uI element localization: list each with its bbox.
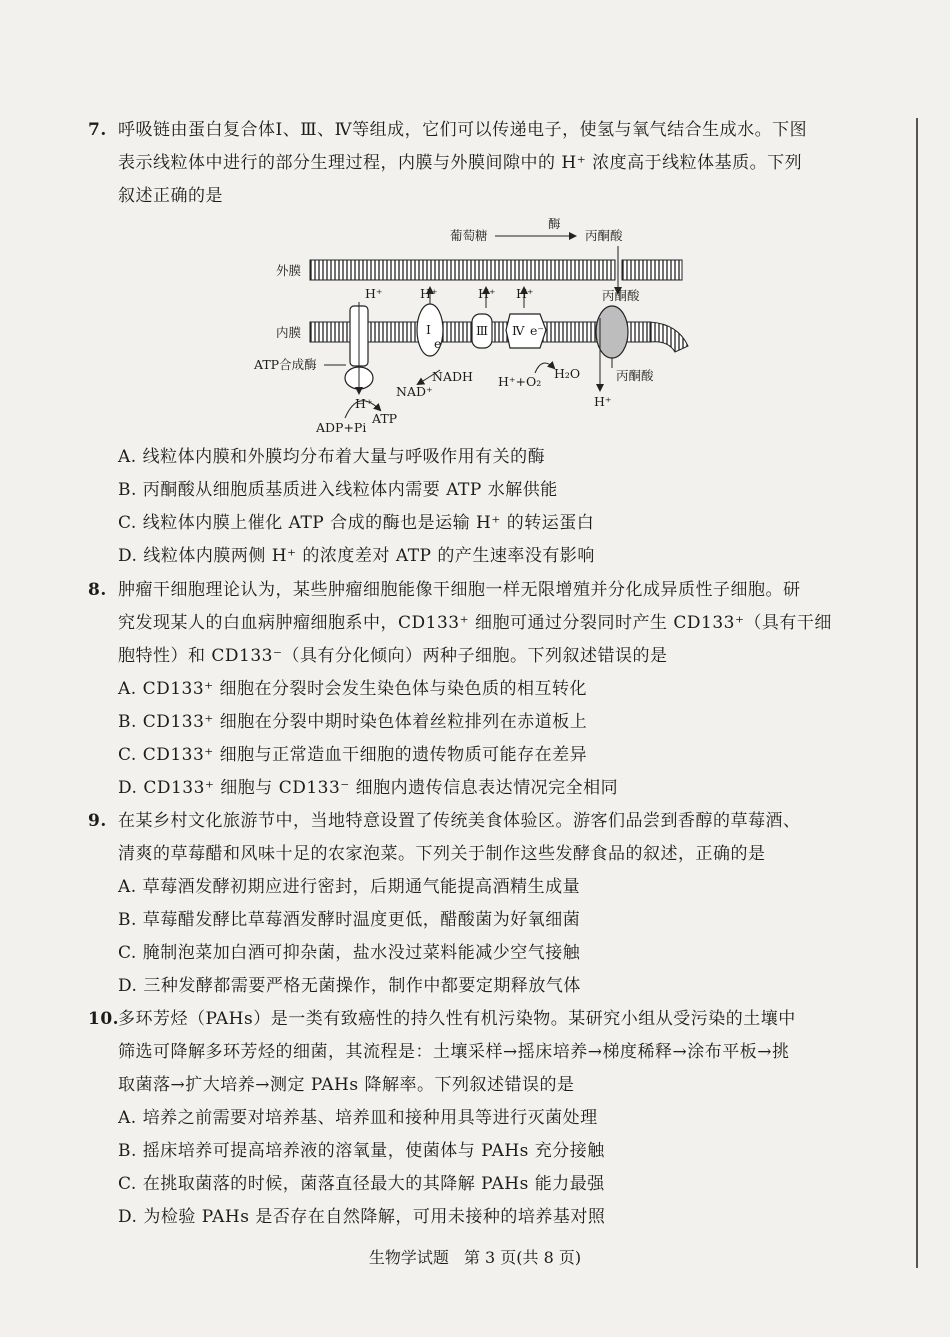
inner-membrane-fold xyxy=(650,322,688,352)
h-label-transporter: H⁺ xyxy=(594,394,612,409)
option-c[interactable]: C. 腌制泡菜加白酒可抑杂菌，盐水没过菜料能减少空气接触 xyxy=(118,943,581,963)
stem-line: 胞特性）和 CD133⁻（具有分化倾向）两种子细胞。下列叙述错误的是 xyxy=(118,646,668,666)
footer-page-number: 第 3 页(共 8 页) xyxy=(463,1248,582,1267)
footer-subject: 生物学试题 xyxy=(368,1248,449,1267)
pyruvate-transporter xyxy=(596,306,628,358)
option-c[interactable]: C. 在挑取菌落的时候，菌落直径最大的其降解 PAHs 能力最强 xyxy=(118,1174,605,1194)
outer-membrane-label: 外膜 xyxy=(276,263,302,278)
outer-membrane-right xyxy=(622,260,682,280)
stem-line: 多环芳烃（PAHs）是一类有致癌性的持久性有机污染物。某研究小组从受污染的土壤中 xyxy=(118,1009,796,1029)
question-10 xyxy=(88,1003,844,1234)
pyruvate-top-label: 丙酮酸 xyxy=(585,228,623,243)
option-a[interactable]: A. CD133⁺ 细胞在分裂时会发生染色体与染色质的相互转化 xyxy=(118,679,588,699)
question-number: 8. xyxy=(88,580,107,600)
option-a[interactable]: A. 线粒体内膜和外膜均分布着大量与呼吸作用有关的酶 xyxy=(118,447,546,467)
atp-synthase-label: ATP合成酶 xyxy=(254,357,317,372)
question-stem xyxy=(118,114,844,213)
question-7-options xyxy=(88,441,844,573)
pyruvate-bottom-label: 丙酮酸 xyxy=(616,368,654,383)
stem-line: 肿瘤干细胞理论认为，某些肿瘤细胞能像干细胞一样无限增殖并分化成异质性子细胞。研 xyxy=(118,580,801,600)
stem-line: 呼吸链由蛋白复合体Ⅰ、Ⅲ、Ⅳ等组成，它们可以传递电子，使氢与氧气结合生成水。下图 xyxy=(118,120,808,140)
stem-line: 取菌落→扩大培养→测定 PAHs 降解率。下列叙述错误的是 xyxy=(118,1075,575,1095)
complex-IV-label: Ⅳ xyxy=(512,323,525,338)
outer-membrane-left xyxy=(310,260,615,280)
option-b[interactable]: B. CD133⁺ 细胞在分裂中期时染色体着丝粒排列在赤道板上 xyxy=(118,712,588,732)
stem-line: 筛选可降解多环芳烃的细菌，其流程是：土壤采样→摇床培养→梯度稀释→涂布平板→挑 xyxy=(118,1042,790,1062)
e-label-IV: e⁻ xyxy=(530,323,544,338)
glucose-label: 葡萄糖 xyxy=(450,228,488,243)
diagram-svg xyxy=(250,218,690,438)
page-footer xyxy=(0,1245,950,1268)
e-label-I: e⁻ xyxy=(434,336,448,351)
option-d[interactable]: D. 三种发酵都需要严格无菌操作，制作中都要定期释放气体 xyxy=(118,976,581,996)
adp-pi-label: ADP+Pi xyxy=(316,420,367,435)
question-9 xyxy=(88,805,844,1003)
option-c[interactable]: C. 线粒体内膜上催化 ATP 合成的酶也是运输 H⁺ 的转运蛋白 xyxy=(118,513,595,533)
option-d[interactable]: D. CD133⁺ 细胞与 CD133⁻ 细胞内遗传信息表达情况完全相同 xyxy=(118,778,619,798)
atp-label: ATP xyxy=(372,411,398,426)
complex-I-label: Ⅰ xyxy=(426,322,431,337)
h-label-bottom: H⁺ xyxy=(355,396,373,411)
question-7 xyxy=(88,114,844,213)
h-label-I: H⁺ xyxy=(420,286,438,301)
h-o2-label: H⁺+O₂ xyxy=(498,374,542,389)
question-number: 7. xyxy=(88,120,107,140)
water-arrow xyxy=(535,363,554,373)
h-label-synthase: H⁺ xyxy=(365,286,383,301)
stem-line: 表示线粒体中进行的部分生理过程，内膜与外膜间隙中的 H⁺ 浓度高于线粒体基质。下列 xyxy=(118,153,803,173)
option-b[interactable]: B. 草莓醋发酵比草莓酒发酵时温度更低，醋酸菌为好氧细菌 xyxy=(118,910,581,930)
question-8 xyxy=(88,574,844,805)
h2o-label: H₂O xyxy=(554,366,581,381)
complex-III-label: Ⅲ xyxy=(476,323,489,338)
option-b[interactable]: B. 丙酮酸从细胞质基质进入线粒体内需要 ATP 水解供能 xyxy=(118,480,558,500)
h-label-IV: H⁺ xyxy=(516,286,534,301)
stem-line: 清爽的草莓醋和风味十足的农家泡菜。下列关于制作这些发酵食品的叙述，正确的是 xyxy=(118,844,766,864)
stem-line: 叙述正确的是 xyxy=(118,186,223,206)
question-stem xyxy=(118,1003,844,1102)
question-stem xyxy=(118,574,844,673)
nad-label: NAD⁺ xyxy=(396,384,433,399)
option-c[interactable]: C. CD133⁺ 细胞与正常造血干细胞的遗传物质可能存在差异 xyxy=(118,745,588,765)
option-a[interactable]: A. 培养之前需要对培养基、培养皿和接种用具等进行灭菌处理 xyxy=(118,1108,598,1128)
inner-membrane-label: 内膜 xyxy=(276,325,302,340)
question-number: 9. xyxy=(88,811,107,831)
option-a[interactable]: A. 草莓酒发酵初期应进行密封，后期通气能提高酒精生成量 xyxy=(118,877,581,897)
option-d[interactable]: D. 线粒体内膜两侧 H⁺ 的浓度差对 ATP 的产生速率没有影响 xyxy=(118,546,595,566)
enzyme-label: 酶 xyxy=(548,218,561,231)
h-label-III: H⁺ xyxy=(478,286,496,301)
nadh-label: NADH xyxy=(432,369,473,384)
stem-line: 究发现某人的白血病肿瘤细胞系中，CD133⁺ 细胞可通过分裂同时产生 CD133⁺（具有干细 xyxy=(118,613,832,633)
pyruvate-mid-label: 丙酮酸 xyxy=(602,288,640,303)
question-stem xyxy=(118,805,844,871)
option-d[interactable]: D. 为检验 PAHs 是否存在自然降解，可用未接种的培养基对照 xyxy=(118,1207,606,1227)
mitochondria-diagram xyxy=(250,218,690,438)
option-b[interactable]: B. 摇床培养可提高培养液的溶氧量，使菌体与 PAHs 充分接触 xyxy=(118,1141,605,1161)
question-number: 10. xyxy=(88,1009,120,1029)
margin-rule xyxy=(916,118,918,1268)
stem-line: 在某乡村文化旅游节中，当地特意设置了传统美食体验区。游客们品尝到香醇的草莓酒、 xyxy=(118,811,801,831)
